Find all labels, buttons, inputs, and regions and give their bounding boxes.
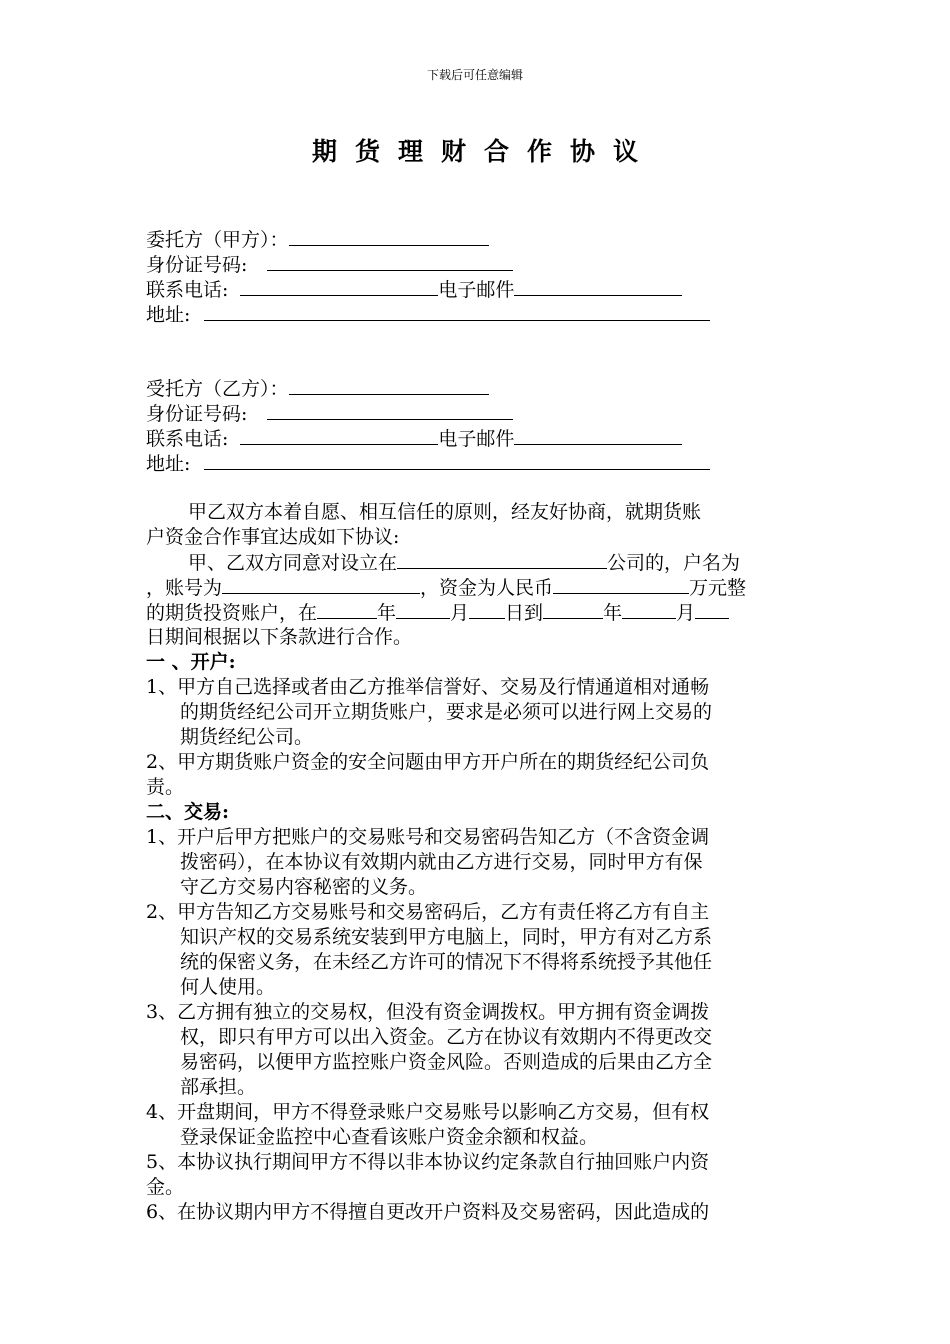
party-a-address-field[interactable] — [204, 302, 710, 321]
amount-field[interactable] — [553, 575, 689, 594]
party-b-label: 受托方（乙方）： — [146, 378, 289, 400]
intro-text: ，资金为人民币 — [420, 577, 554, 599]
intro-para-2-line-1 — [188, 550, 740, 575]
section-1-heading: 一 、开户: — [146, 651, 236, 673]
party-a-name-field[interactable] — [289, 227, 489, 246]
party-b-phone-row — [146, 426, 682, 451]
party-a-label: 委托方（甲方）： — [146, 229, 289, 251]
intro-para-2-line-4: 日期间根据以下条款进行合作。 — [146, 626, 413, 648]
party-b-id-field[interactable] — [267, 401, 513, 420]
party-b-address-row — [146, 451, 710, 476]
clause-line: 2、甲方告知乙方交易账号和交易密码后，乙方有责任将乙方有自主 — [146, 901, 710, 923]
party-b-row — [146, 376, 489, 401]
party-a-phone-row — [146, 277, 682, 302]
end-year-field[interactable] — [543, 600, 603, 619]
clause-line: 5、本协议执行期间甲方不得以非本协议约定条款自行抽回账户内资 — [146, 1151, 710, 1173]
clause-line: 6、在协议期内甲方不得擅自更改开户资料及交易密码，因此造成的 — [146, 1201, 710, 1223]
clause-line: 责。 — [146, 776, 185, 798]
party-b-phone-field[interactable] — [240, 426, 438, 445]
clause-line: 守乙方交易内容秘密的义务。 — [180, 876, 428, 898]
month-label: 月 — [450, 602, 470, 624]
company-field[interactable] — [397, 550, 607, 569]
intro-para-1-line-2: 户资金合作事宜达成如下协议: — [146, 526, 400, 548]
start-day-field[interactable] — [469, 600, 505, 619]
intro-para-2-line-3 — [146, 600, 729, 625]
party-b-id-row — [146, 401, 513, 426]
intro-text: 甲、乙双方同意对设立在 — [188, 552, 398, 574]
party-a-id-field[interactable] — [267, 252, 513, 271]
intro-text: 公司的，户名为 — [607, 552, 741, 574]
header-note: 下载后可任意编辑 — [426, 68, 523, 82]
intro-text: 的期货投资账户，在 — [146, 602, 318, 624]
party-a-phone-label: 联系电话: — [146, 279, 229, 301]
party-a-address-row — [146, 302, 710, 327]
clause-line: 权，即只有甲方可以出入资金。乙方在协议有效期内不得更改交 — [180, 1026, 713, 1048]
start-year-field[interactable] — [317, 600, 377, 619]
party-a-address-label: 地址: — [146, 304, 191, 326]
party-a-id-row — [146, 252, 513, 277]
party-b-phone-label: 联系电话: — [146, 428, 229, 450]
party-b-address-label: 地址: — [146, 453, 191, 475]
year-label: 年 — [603, 602, 623, 624]
clause-line: 知识产权的交易系统安装到甲方电脑上，同时，甲方有对乙方系 — [180, 926, 713, 948]
clause-line: 2、甲方期货账户资金的安全问题由甲方开户所在的期货经纪公司负 — [146, 751, 710, 773]
year-label: 年 — [377, 602, 397, 624]
clause-line: 金。 — [146, 1176, 185, 1198]
clause-line: 登录保证金监控中心查看该账户资金余额和权益。 — [180, 1126, 599, 1148]
party-b-email-field[interactable] — [514, 426, 682, 445]
clause-line: 易密码，以便甲方监控账户资金风险。否则造成的后果由乙方全 — [180, 1051, 713, 1073]
intro-text: 万元整 — [689, 577, 747, 599]
clause-line: 3、乙方拥有独立的交易权，但没有资金调拨权。甲方拥有资金调拨 — [146, 1001, 710, 1023]
end-month-field[interactable] — [622, 600, 676, 619]
intro-para-1-line-1: 甲乙双方本着自愿、相互信任的原则，经友好协商，就期货账 — [188, 501, 702, 523]
party-a-email-label: 电子邮件 — [438, 279, 515, 301]
intro-para-2-line-2 — [146, 575, 746, 600]
start-month-field[interactable] — [396, 600, 450, 619]
account-number-field[interactable] — [222, 575, 420, 594]
end-day-field[interactable] — [695, 600, 729, 619]
clause-line: 部承担。 — [180, 1076, 257, 1098]
document-title: 期货理财合作协议 — [311, 137, 656, 166]
clause-line: 的期货经纪公司开立期货账户，要求是必须可以进行网上交易的 — [180, 701, 713, 723]
month-label: 月 — [676, 602, 696, 624]
party-b-name-field[interactable] — [289, 376, 489, 395]
party-a-row — [146, 227, 489, 252]
clause-line: 期货经纪公司。 — [180, 726, 314, 748]
clause-line: 4、开盘期间，甲方不得登录账户交易账号以影响乙方交易，但有权 — [146, 1101, 710, 1123]
party-a-id-label: 身份证号码: — [146, 254, 248, 276]
party-a-email-field[interactable] — [514, 277, 682, 296]
clause-line: 何人使用。 — [180, 976, 276, 998]
clause-line: 1、甲方自己选择或者由乙方推举信誉好、交易及行情通道相对通畅 — [146, 676, 710, 698]
party-b-email-label: 电子邮件 — [438, 428, 515, 450]
party-b-id-label: 身份证号码: — [146, 403, 248, 425]
clause-line: 1、开户后甲方把账户的交易账号和交易密码告知乙方（不含资金调 — [146, 826, 710, 848]
clause-line: 拨密码），在本协议有效期内就由乙方进行交易，同时甲方有保 — [180, 851, 703, 873]
party-a-phone-field[interactable] — [240, 277, 438, 296]
intro-text: ，账号为 — [146, 577, 223, 599]
day-to-label: 日到 — [505, 602, 544, 624]
party-b-address-field[interactable] — [204, 451, 710, 470]
section-2-heading: 二、交易: — [146, 801, 230, 823]
clause-line: 统的保密义务，在未经乙方许可的情况下不得将系统授予其他任 — [180, 951, 713, 973]
